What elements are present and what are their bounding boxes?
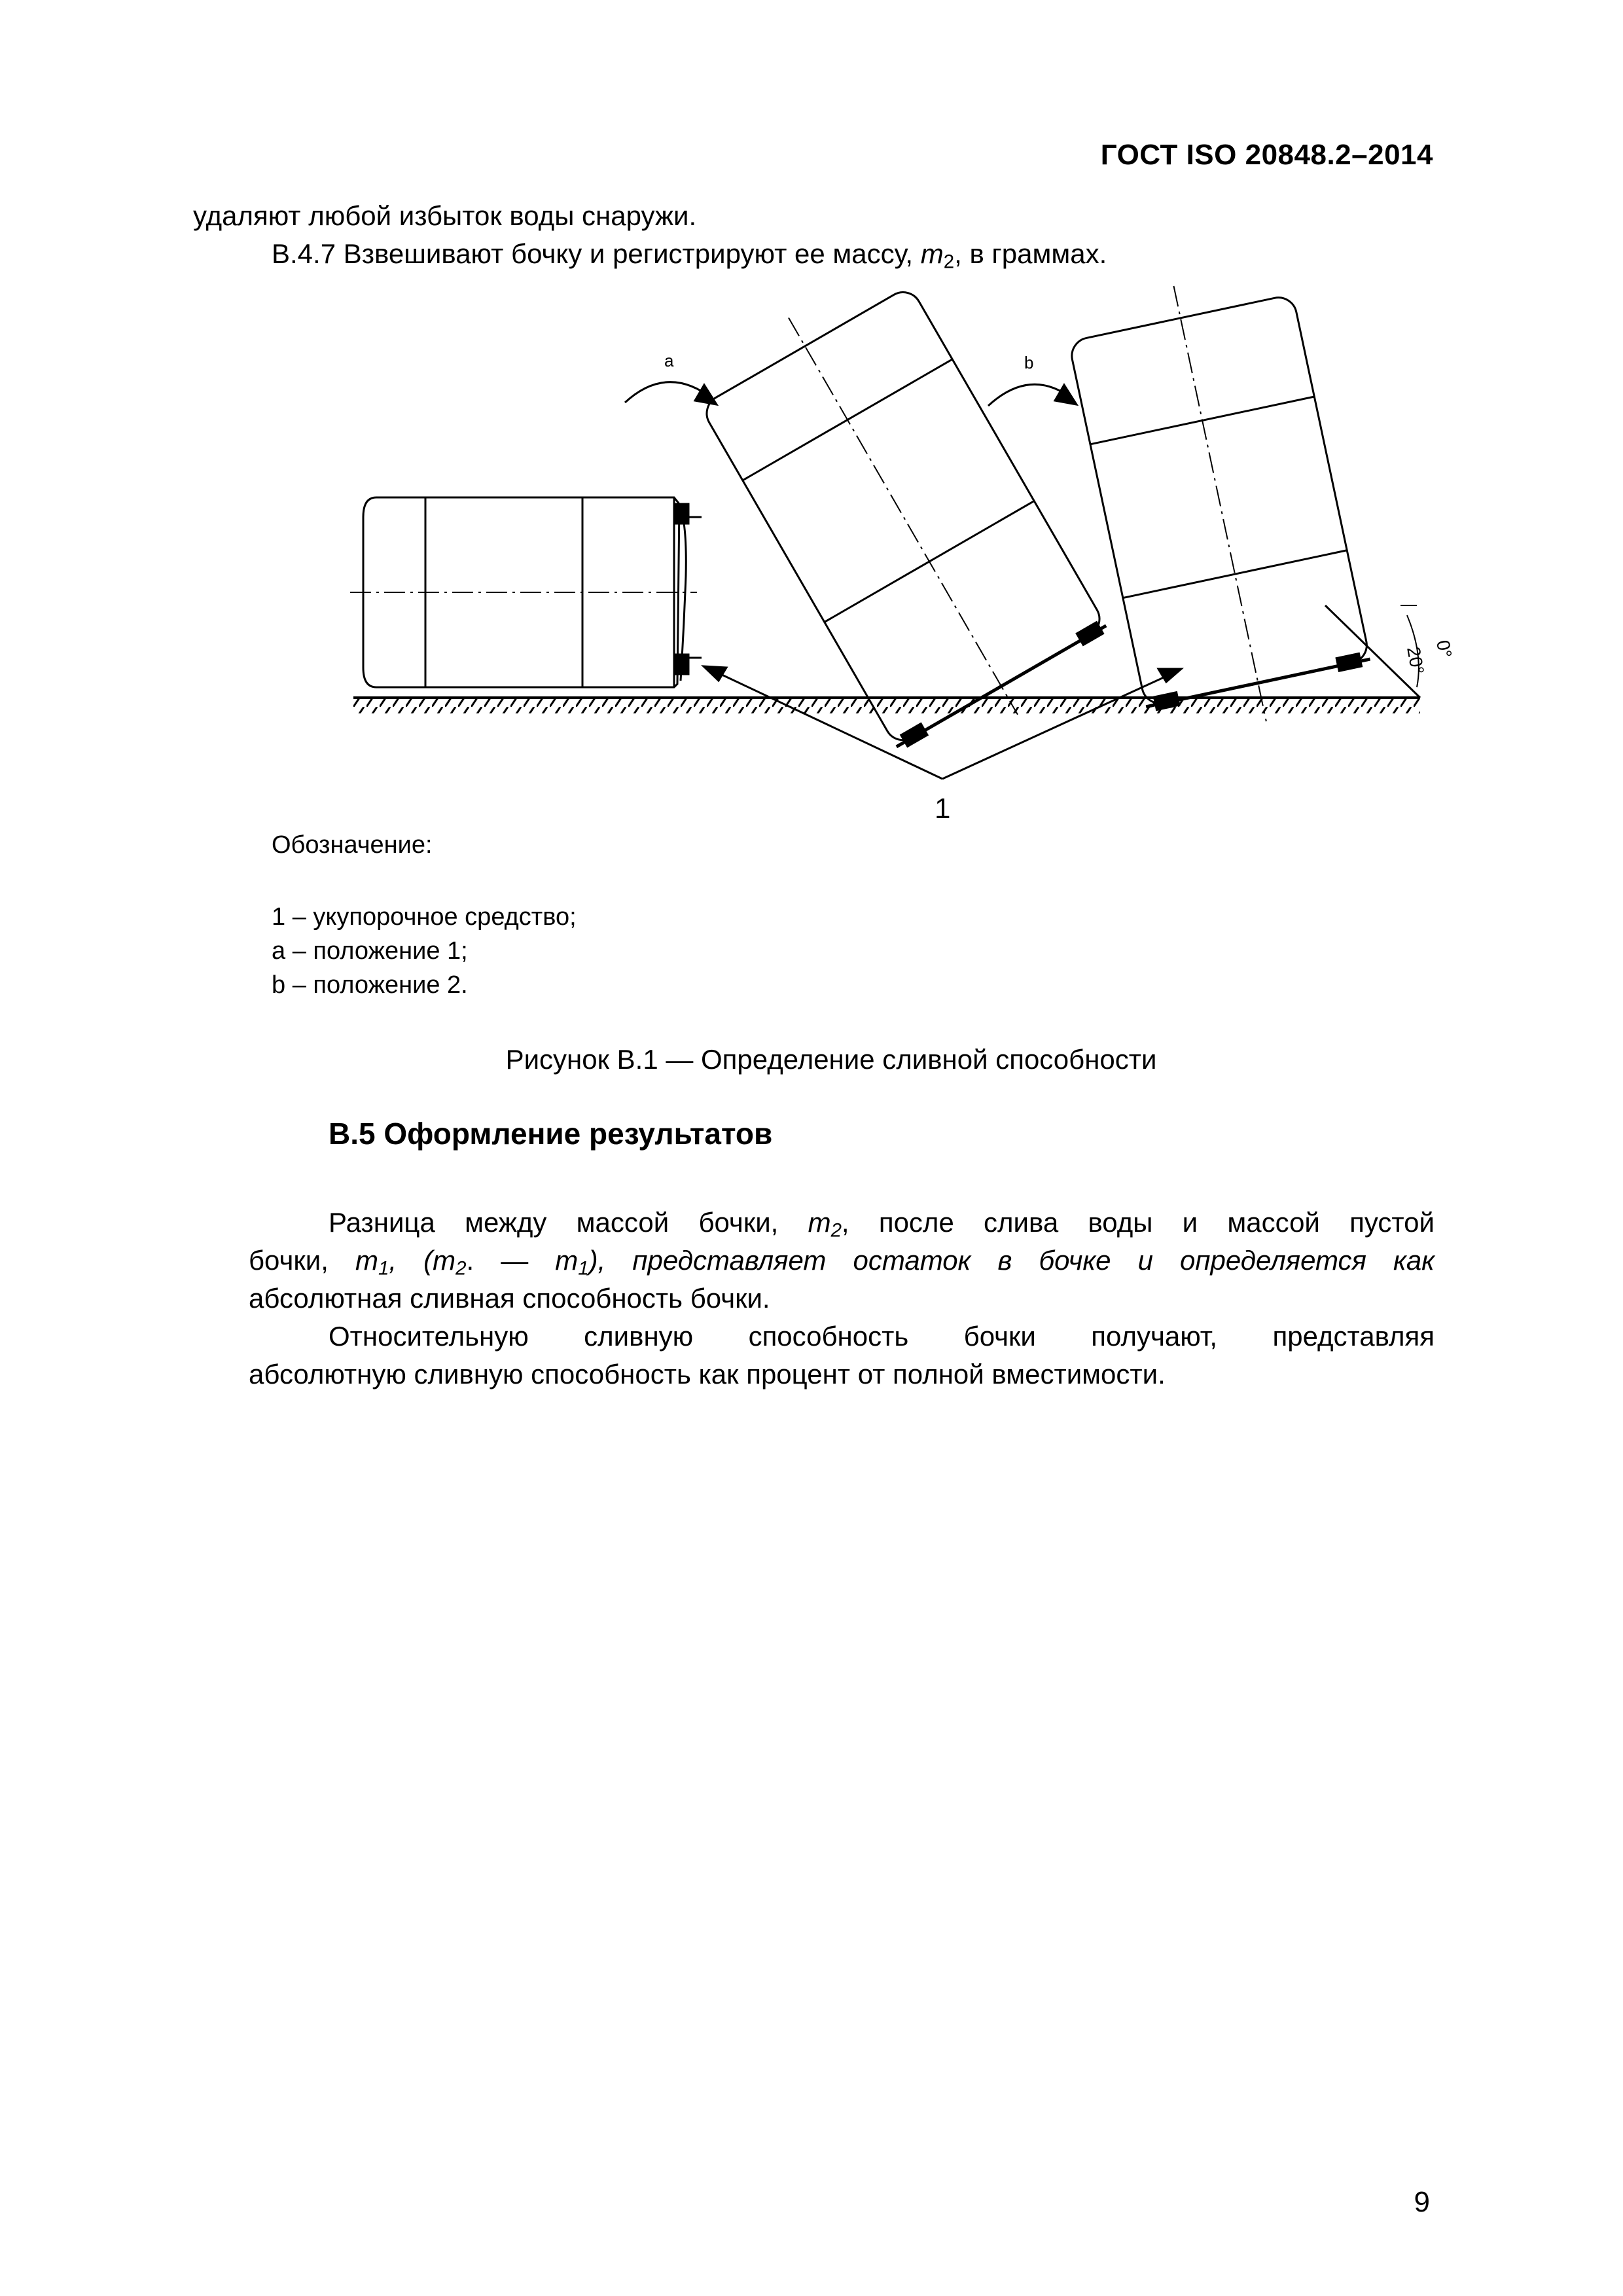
para1-line2 — [249, 1241, 1435, 1280]
subscript-2: 2 — [830, 1219, 842, 1242]
section-heading: В.5 Оформление результатов — [329, 1117, 773, 1151]
para2-line1: Относительную сливную способность бочки получают, представляя — [329, 1321, 1435, 1352]
para1-text-c: бочки, — [249, 1245, 355, 1276]
para2-line2: абсолютную сливную способность как процент от полной вместимости. — [249, 1359, 1166, 1390]
arrow-b — [988, 384, 1077, 406]
callout-label-1: 1 — [935, 793, 951, 825]
para1-line3: абсолютная сливная способность бочки. — [249, 1283, 770, 1314]
para1-text-a: Разница между массой бочки, — [329, 1207, 808, 1238]
figure-caption: Рисунок В.1 — Определение сливной способности — [505, 1044, 1157, 1075]
subscript-2: 2 — [943, 251, 955, 273]
para1-line1 — [329, 1203, 1435, 1242]
legend-item-a: a – положение 1; — [272, 937, 468, 965]
para1-text-f: ), представляет остаток в бочке и определяется как — [588, 1245, 1435, 1276]
label-b: b — [1024, 353, 1034, 372]
m-symbol: m — [555, 1245, 579, 1276]
label-a: a — [664, 351, 674, 370]
b47-text-post: , в граммах. — [954, 238, 1107, 269]
standard-header: ГОСТ ISO 20848.2–2014 — [1100, 139, 1433, 171]
m-symbol: m — [920, 238, 944, 269]
drainage-figure — [340, 308, 1456, 831]
barrel-tilted-b — [1061, 262, 1378, 745]
subscript-2: 2 — [455, 1257, 467, 1280]
legend-title: Обозначение: — [272, 831, 433, 859]
m-symbol: m — [808, 1207, 831, 1238]
legend-item-b: b – положение 2. — [272, 971, 468, 999]
para1-text-e: . — — [466, 1245, 556, 1276]
legend-item-1: 1 – укупорочное средство; — [272, 903, 577, 931]
b47-text-pre: В.4.7 Взвешивают бочку и регистрируют ее массу, — [272, 238, 921, 269]
para1-text-d: , ( — [389, 1245, 433, 1276]
subscript-1: 1 — [578, 1257, 589, 1280]
callout-lines — [704, 666, 1181, 779]
page-number: 9 — [1414, 2186, 1430, 2218]
m-symbol: m — [433, 1245, 456, 1276]
angle-20-label: 20° — [1403, 645, 1428, 676]
subscript-1: 1 — [378, 1257, 389, 1280]
barrel-horizontal — [350, 497, 702, 687]
arrow-a — [625, 382, 717, 404]
ground-surface — [353, 698, 1420, 713]
angle-0-label: 0° — [1433, 638, 1456, 660]
text-line-water-removal: удаляют любой избыток воды снаружи. — [193, 200, 697, 231]
para1-text-b: , после слива воды и массой пустой — [841, 1207, 1435, 1238]
m-symbol: m — [355, 1245, 378, 1276]
text-line-b47 — [272, 234, 1107, 274]
